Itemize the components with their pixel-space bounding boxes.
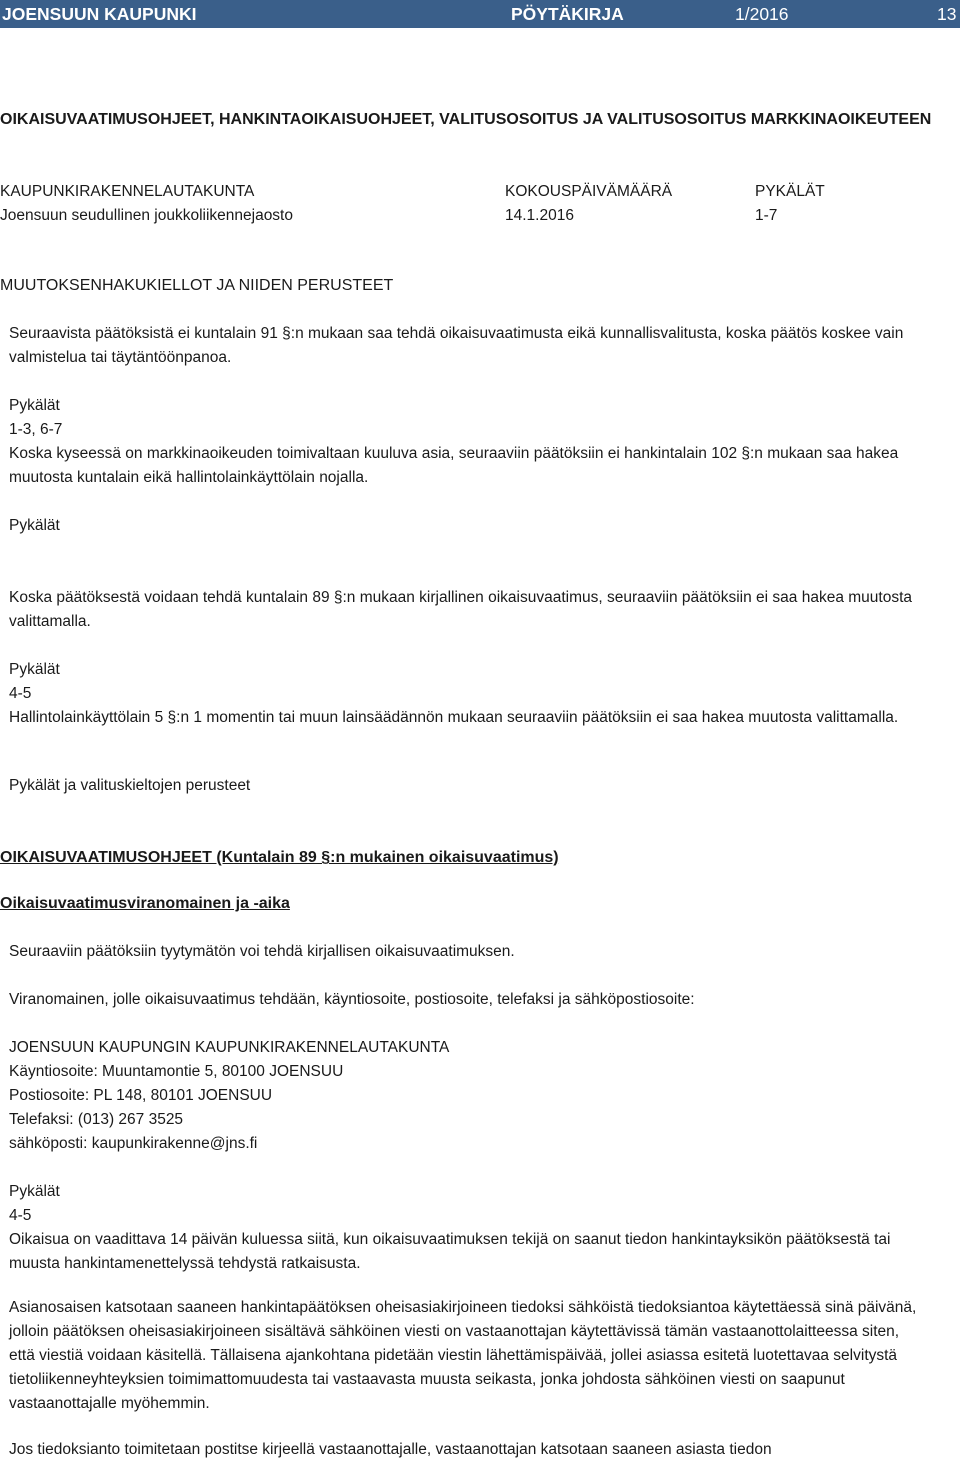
address-authority-name: JOENSUUN KAUPUNGIN KAUPUNKIRAKENNELAUTAKUNTA — [9, 1039, 450, 1056]
restrictions-paragraph-3: Koska päätöksestä voidaan tehdä kuntalain 89 §:n mukaan kirjallinen oikaisuvaatimus, seuraaviin päätöksiin ei saa hakea muutosta valittamalla. — [9, 589, 912, 630]
meta-values-row — [0, 204, 929, 228]
page-header — [0, 0, 960, 28]
header-organization: JOENSUUN KAUPUNKI — [2, 4, 197, 24]
restrictions-paragraph-4: Hallintolainkäyttölain 5 §:n 1 momentin tai muun lainsäädännön mukaan seuraaviin päätöksiin ei saa hakea muutosta valittamalla. — [9, 709, 899, 726]
meta-board-value: Joensuun seudullinen joukkoliikennejaosto — [0, 207, 293, 224]
instructions-subtitle: Oikaisuvaatimusviranomainen ja -aika — [0, 895, 290, 912]
meta-sections-label: PYKÄLÄT — [755, 183, 825, 200]
pykalat-value-3: 4-5 — [9, 685, 32, 702]
address-email: sähköposti: kaupunkirakenne@jns.fi — [9, 1135, 258, 1152]
pykalat-label-3: Pykälät — [9, 661, 60, 678]
meta-date-label: KOKOUSPÄIVÄMÄÄRÄ — [505, 183, 673, 200]
meta-sections-value: 1-7 — [755, 207, 778, 224]
pykalat-label-2: Pykälät — [9, 517, 60, 534]
document-title: OIKAISUVAATIMUSOHJEET, HANKINTAOIKAISUOHJEET, VALITUSOSOITUS JA VALITUSOSOITUS MARKKINAOIKEUTEEN — [0, 111, 932, 128]
restrictions-paragraph-1: Seuraavista päätöksistä ei kuntalain 91 §:n mukaan saa tehdä oikaisuvaatimusta eikä kunnallisvalitusta, koska päätös koskee vain valmistelua tai täytäntöönpanoa. — [9, 325, 904, 366]
instructions-paragraph-5: Jos tiedoksianto toimitetaan postitse kirjeellä vastaanottajalle, vastaanottajan katsotaan saaneen asiasta tiedon — [9, 1441, 772, 1458]
header-issue: 1/2016 — [735, 4, 789, 24]
meta-labels-row — [0, 180, 929, 204]
instructions-title: OIKAISUVAATIMUSOHJEET (Kuntalain 89 §:n mukainen oikaisuvaatimus) — [0, 849, 559, 866]
meta-board-label: KAUPUNKIRAKENNELAUTAKUNTA — [0, 183, 255, 200]
address-postal: Postiosoite: PL 148, 80101 JOENSUU — [9, 1087, 273, 1104]
pykalat-label-4: Pykälät ja valituskieltojen perusteet — [9, 777, 251, 794]
instructions-pykalat-value: 4-5 — [9, 1207, 32, 1224]
restrictions-title: MUUTOKSENHAKUKIELLOT JA NIIDEN PERUSTEET — [0, 277, 394, 294]
meta-date-value: 14.1.2016 — [505, 207, 574, 224]
header-page-number: 13 — [937, 4, 957, 24]
instructions-paragraph-3: Oikaisua on vaadittava 14 päivän kuluessa siitä, kun oikaisuvaatimuksen tekijä on saanut tiedon hankintayksikön päätöksestä tai muusta hankintamenettelyssä tehdystä ratkaisusta. — [9, 1231, 891, 1272]
instructions-paragraph-4: Asianosaisen katsotaan saaneen hankintapäätöksen oheisasiakirjoineen tiedoksi sähköistä tiedoksiantoa käytettäessä sinä päivänä, jolloin päätöksen oheisasiakirjoineen sisältävä sähköinen viesti on vastaanottajan käytettävissä tämän vastaanottolaitteessa siten, että viestiä voidaan käsitellä. Tällaisena ajankohtana pidetään viestin lähettämispäivää, jollei asiassa esitetä luotettavaa selvitystä tietoliikenneyhteyksien toimimattomuudesta tai vastaavasta muusta seikasta, jonka johdosta sähköinen viesti on saapunut vastaanottajalle myöhemmin. — [9, 1299, 917, 1412]
instructions-pykalat-label: Pykälät — [9, 1183, 60, 1200]
pykalat-value-1: 1-3, 6-7 — [9, 421, 63, 438]
restrictions-paragraph-2: Koska kyseessä on markkinaoikeuden toimivaltaan kuuluva asia, seuraaviin päätöksiin ei hankintalain 102 §:n mukaan saa hakea muutosta kuntalain eikä hallintolainkäyttölain nojalla. — [9, 445, 899, 486]
address-fax: Telefaksi: (013) 267 3525 — [9, 1111, 184, 1128]
pykalat-label-1: Pykälät — [9, 397, 60, 414]
instructions-paragraph-2: Viranomainen, jolle oikaisuvaatimus tehdään, käyntiosoite, postiosoite, telefaksi ja sähköpostiosoite: — [9, 991, 695, 1008]
address-visiting: Käyntiosoite: Muuntamontie 5, 80100 JOENSUU — [9, 1063, 344, 1080]
header-document-type: PÖYTÄKIRJA — [511, 4, 624, 24]
authority-address — [9, 1036, 929, 1156]
instructions-paragraph-1: Seuraaviin päätöksiin tyytymätön voi tehdä kirjallisen oikaisuvaatimuksen. — [9, 943, 515, 960]
